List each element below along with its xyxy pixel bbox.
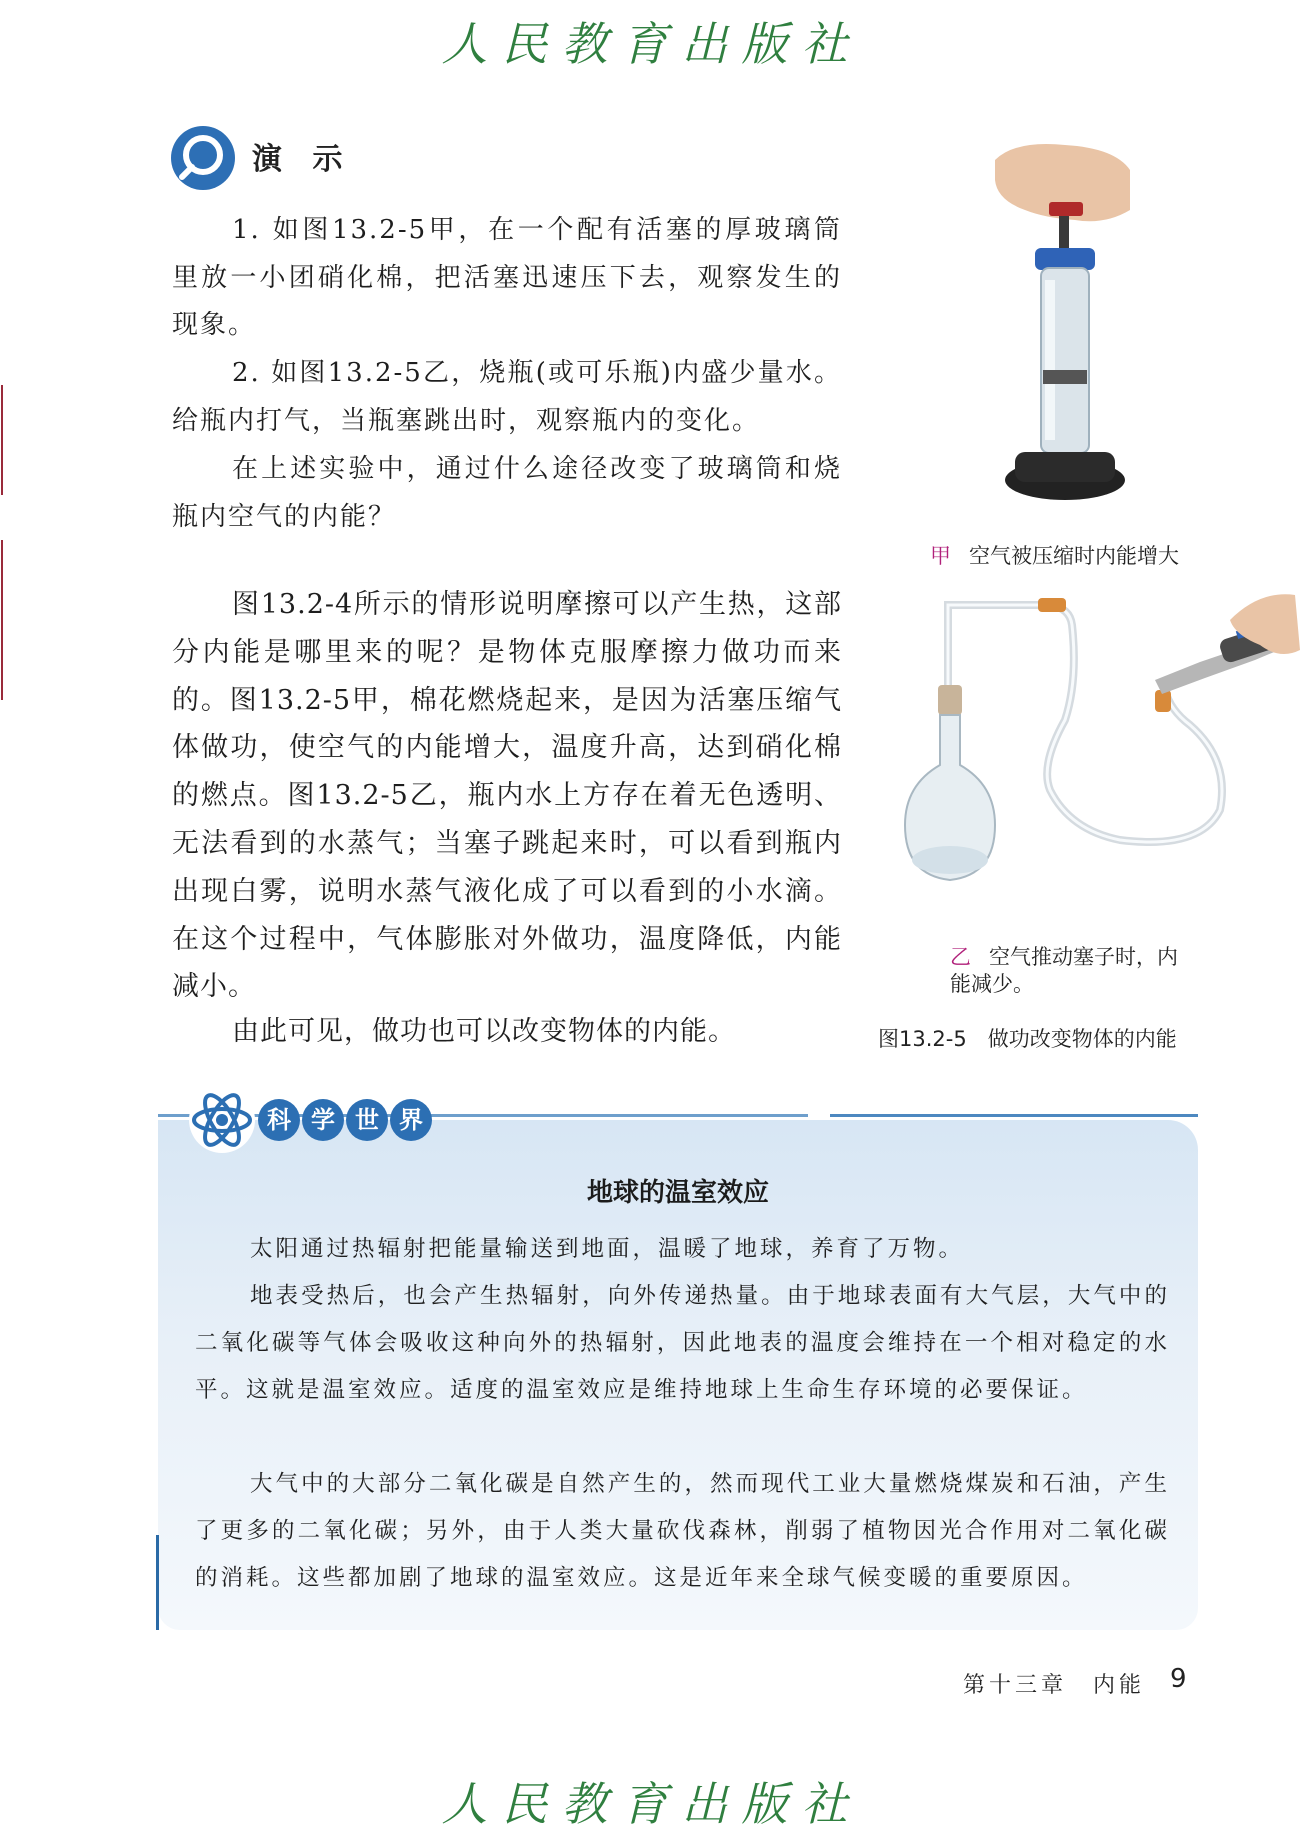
figure-b-caption-text: 空气推动塞子时，内能减少。 [950,945,1178,996]
science-paragraph-3: 大气中的大部分二氧化碳是自然产生的，然而现代工业大量燃烧煤炭和石油，产生了更多的二氧化碳；另外，由于人类大量砍伐森林，削弱了植物因光合作用对二氧化碳的消耗。这些都加剧了地球的温室效应。这是近年来全球气候变暖的重要原因。 [195,1471,1170,1591]
margin-mark [1,385,3,495]
science-badge-char: 世 [346,1099,388,1141]
science-box-side-bar [156,1535,159,1630]
footer-chapter-label: 第十三章 内能 [963,1673,1146,1698]
demo-section-title: 演 示 [252,142,353,177]
main-paragraph-1: 图13.2-4所示的情形说明摩擦可以产生热，这部分内能是哪里来的呢？是物体克服摩擦力做功而来的。图13.2-5甲，棉花燃烧起来，是因为活塞压缩气体做功，使空气的内能增大，温度升高，达到硝化棉的燃点。图13.2-5乙，瓶内水上方存在着无色透明、无法看到的水蒸气；当塞子跳起来时，可以看到瓶内出现白雾，说明水蒸气液化成了可以看到的小水滴。在这个过程中，气体膨胀对外做功，温度降低，内能减小。 [172,589,842,1003]
figure-a-caption [930,540,1179,570]
science-badge-char: 学 [302,1099,344,1141]
atom-icon [188,1086,256,1154]
science-box-divider [830,1114,1198,1117]
figure-caption: 图13.2-5 做功改变物体的内能 [878,1027,1177,1051]
figure-a-caption-text: 空气被压缩时内能增大 [969,544,1179,568]
science-article-title: 地球的温室效应 [586,1178,769,1208]
publisher-watermark-top: 人民教育出版社 [441,17,862,71]
science-paragraph-2: 地表受热后，也会产生热辐射，向外传递热量。由于地球表面有大气层，大气中的二氧化碳等气体会吸收这种向外的热辐射，因此地表的温度会维持在一个相对稳定的水平。这就是温室效应。适度的温室效应是维持地球上生命生存环境的必要保证。 [195,1283,1170,1403]
demo-item-1: 1. 如图13.2-5甲，在一个配有活塞的厚玻璃筒里放一小团硝化棉，把活塞迅速压下去，观察发生的现象。 [172,215,842,340]
figure-a-photo [985,140,1135,506]
science-badge-char: 科 [258,1099,300,1141]
science-paragraph-1: 太阳通过热辐射把能量输送到地面，温暖了地球，养育了万物。 [250,1236,965,1262]
science-badge-char: 界 [390,1099,432,1141]
page-number: 9 [1170,1664,1187,1694]
margin-mark [1,540,3,700]
figure-b-caption [950,944,1180,998]
publisher-watermark-bottom: 人民教育出版社 [441,1777,862,1831]
figure-b-photo [900,590,1300,890]
demo-item-2: 2. 如图13.2-5乙，烧瓶(或可乐瓶)内盛少量水。给瓶内打气，当瓶塞跳出时，观察瓶内的变化。 [172,358,842,436]
magnifier-icon [170,125,236,191]
main-paragraph-2: 由此可见，做功也可以改变物体的内能。 [232,1016,736,1047]
figure-b-tag: 乙 [950,945,971,969]
figure-a-tag: 甲 [930,544,951,568]
demo-question: 在上述实验中，通过什么途径改变了玻璃筒和烧瓶内空气的内能？ [172,454,842,532]
